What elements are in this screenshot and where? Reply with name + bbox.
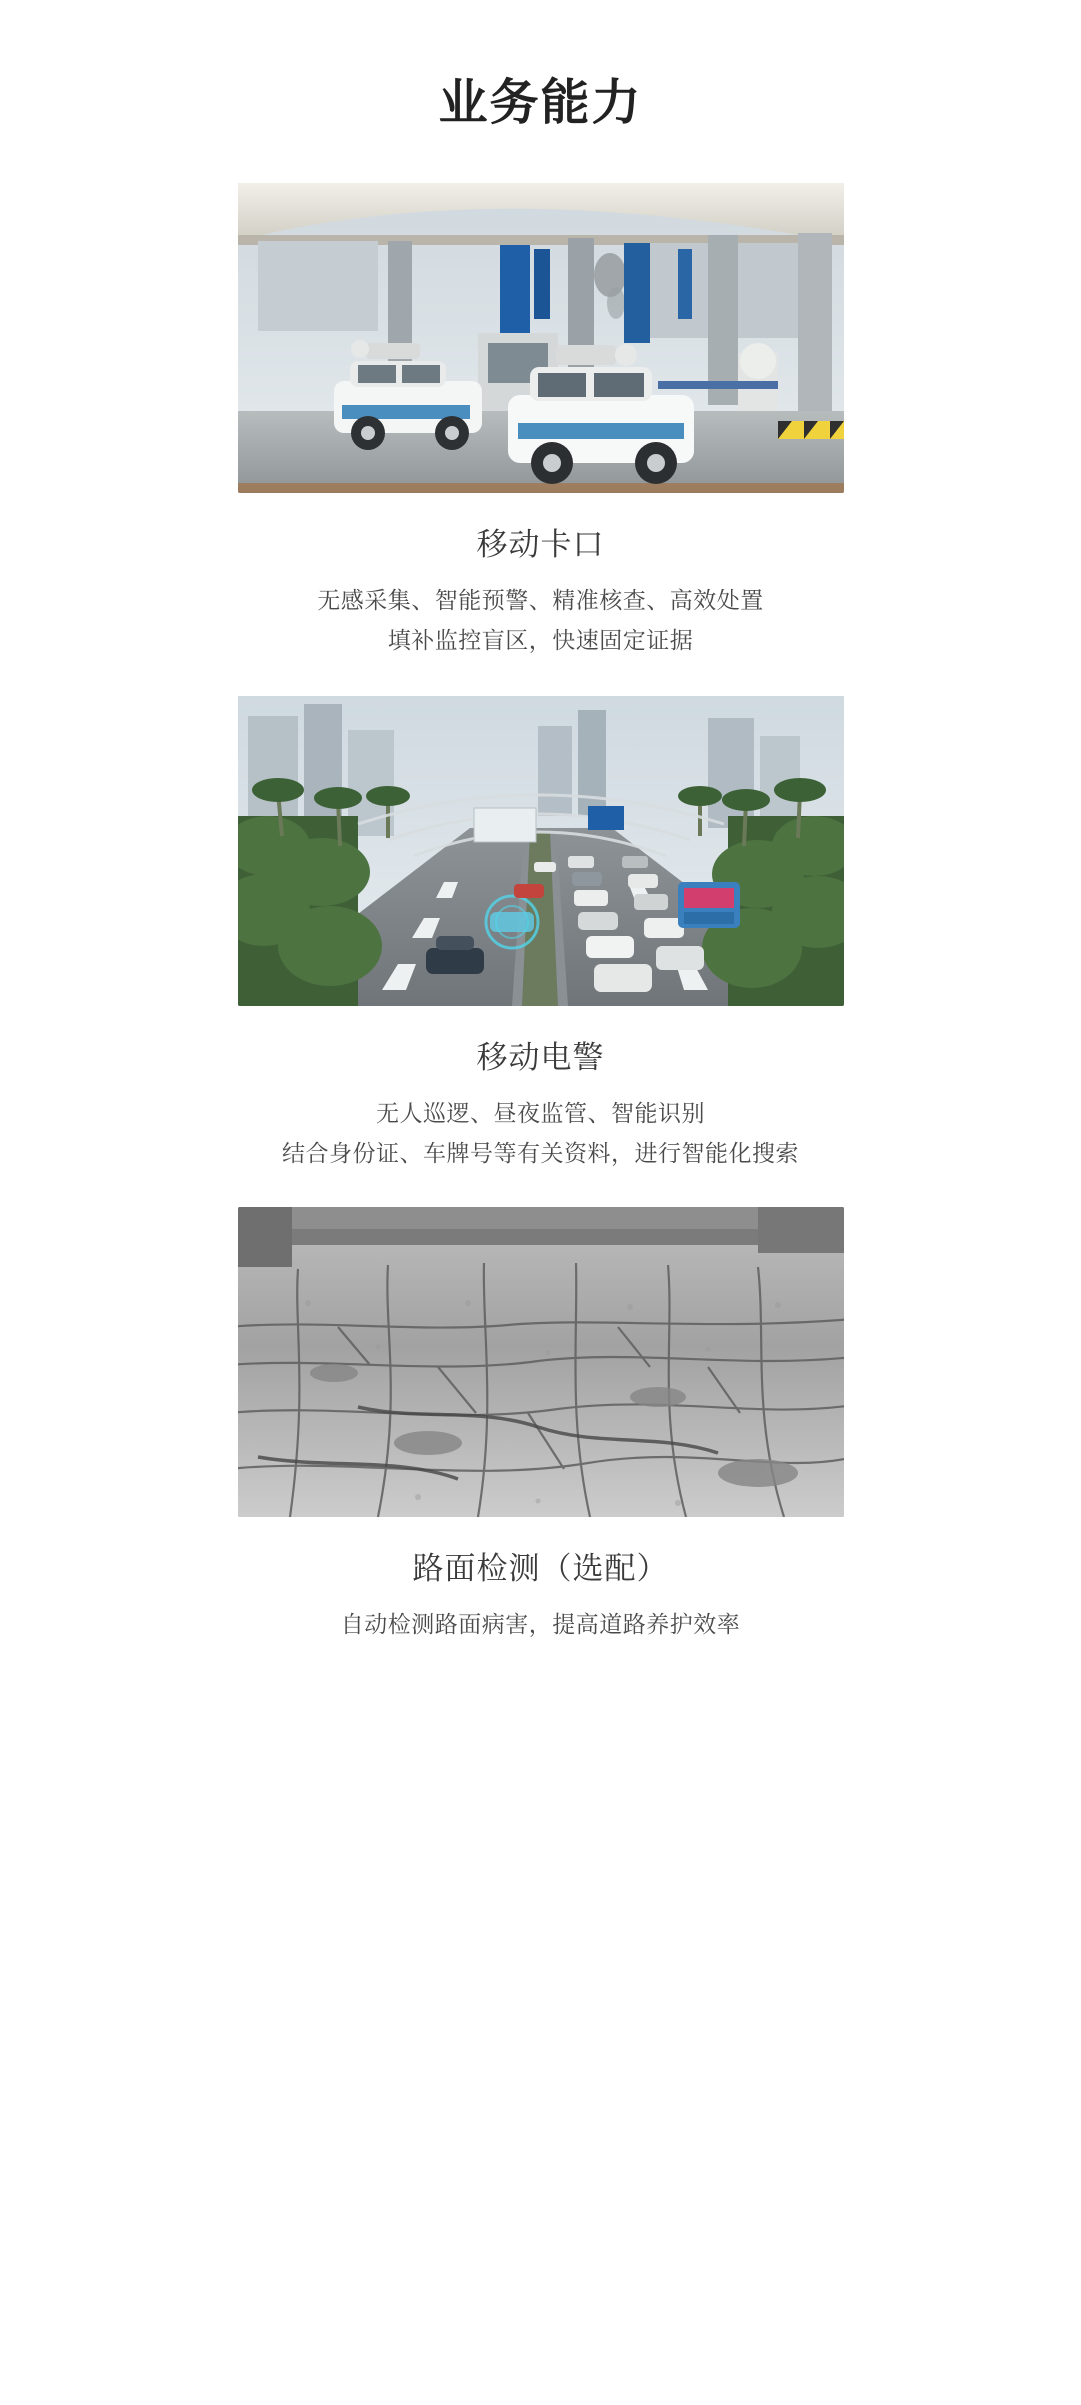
section-title: 移动卡口 — [476, 526, 605, 562]
capability-sections — [0, 133, 1081, 1644]
city-road-traffic-photo — [238, 696, 844, 1006]
desc-line: 填补监控盲区，快速固定证据 — [387, 626, 694, 653]
section-description — [341, 1604, 741, 1644]
section-description — [282, 1093, 799, 1173]
capability-section-mobile-e-police — [0, 696, 1081, 1173]
desc-line: 无感采集、智能预警、精准核查、高效处置 — [317, 586, 764, 613]
section-description — [317, 580, 764, 660]
section-title: 路面检测（选配） — [412, 1550, 669, 1586]
cracked-road-surface-photo — [238, 1207, 844, 1517]
capability-section-mobile-checkpoint — [0, 183, 1081, 660]
desc-line: 自动检测路面病害，提高道路养护效率 — [340, 1610, 741, 1637]
section-title: 移动电警 — [476, 1039, 605, 1075]
page-title: 业务能力 — [438, 76, 643, 130]
desc-line: 结合身份证、车牌号等有关资料，进行智能化搜索 — [282, 1139, 799, 1166]
desc-line: 无人巡逻、昼夜监管、智能识别 — [376, 1099, 705, 1126]
capability-section-road-inspection — [0, 1207, 1081, 1644]
toll-gate-patrol-vehicles-photo — [238, 183, 844, 493]
